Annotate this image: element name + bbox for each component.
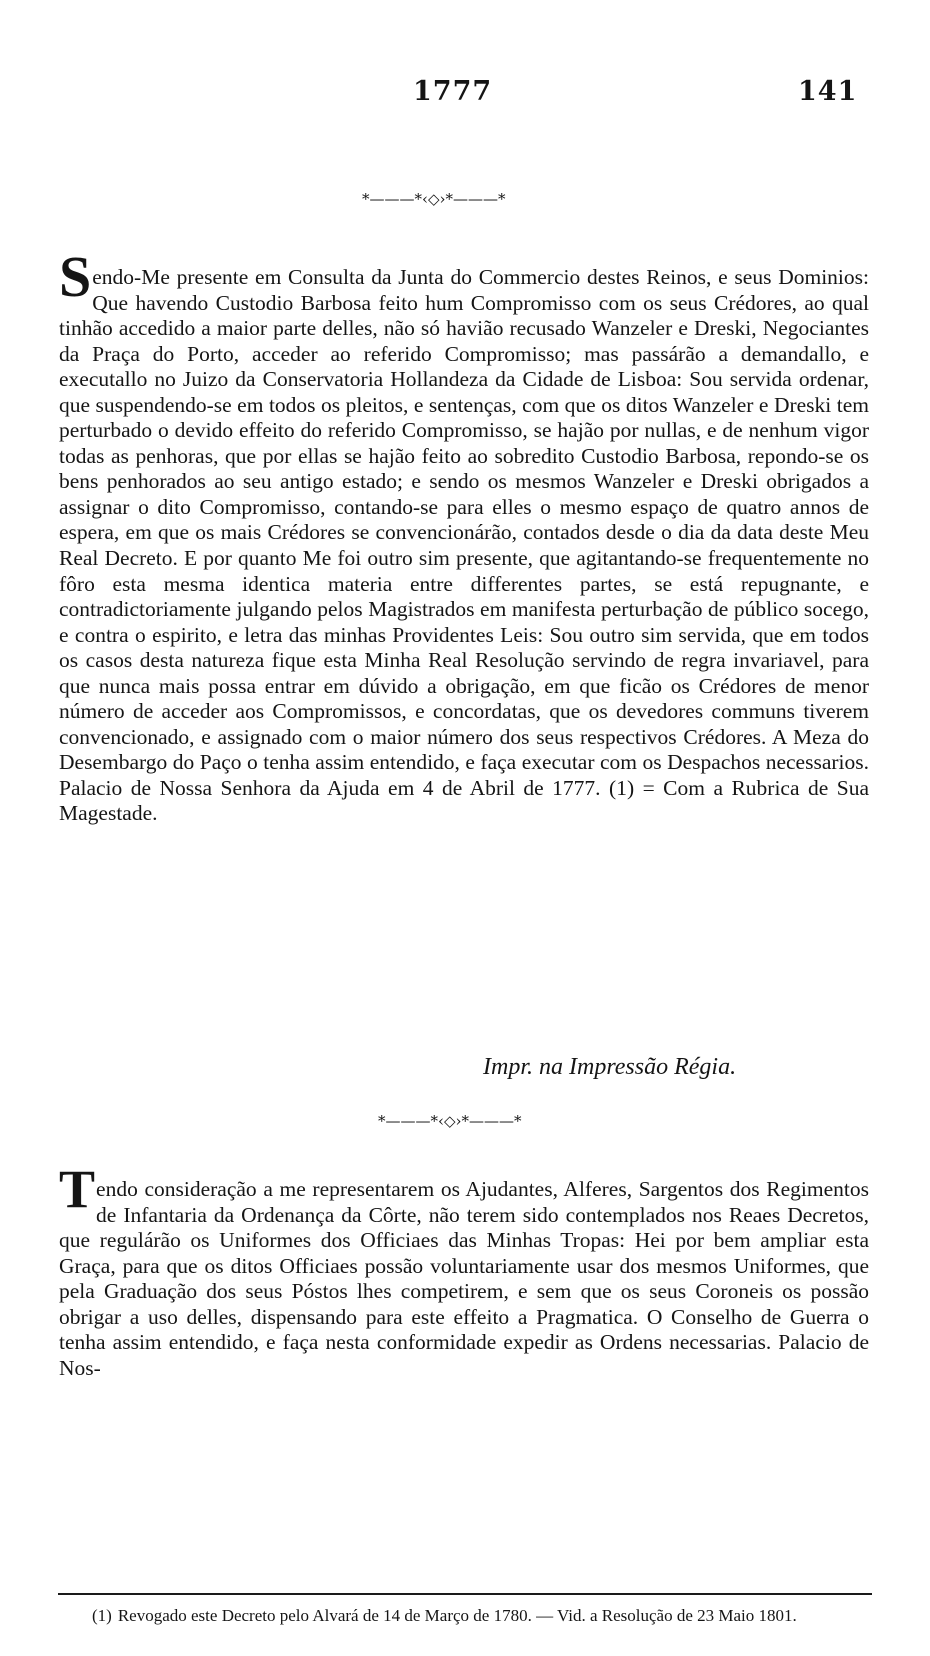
drop-cap-initial: S	[59, 244, 92, 309]
decree-text: endo-Me presente em Consulta da Junta do Commercio destes Reinos, e seus Dominios: Que havendo Custodio Barbosa feito hum Compromisso com os seus Crédores, ao qual tinhão accedido a maior parte delles, não só havião recusado Wanzeler e Dreski, Negociantes da Praça do Porto, acceder ao referido Compromisso; mas passárão a demandallo, e executallo no Juizo da Conservatoria Hollandeza da Cidade de Lisboa: Sou servida ordenar, que suspendendo-se em todos os pleitos, e sentenças, com que os ditos Wanzeler e Dreski tem perturbado o devido effeito do referido Compromisso, se hajão por nullas, e de nenhum vigor todas as penhoras, que por ellas se hajão feito ao sobredito Custodio Barbosa, repondo-se os bens penhorados ao seu antigo estado; e sendo os mesmos Wanzeler e Dreski obrigados a assignar o dito Compromisso, contando-se para elles o mesmo espaço de quatro annos de espera, em que os mais Crédores se convencionárão, contados desde o dia da data deste Meu Real Decreto. E por quanto Me foi outro sim presente, que agitantando-se frequentemente no fôro esta mesma identica materia entre differentes partes, se está repugnante, e contradictoriamente julgando pelos Magistrados em manifesta perturbação de público socego, e contra o espirito, e letra das minhas Providentes Leis: Sou outro sim servida, que em todos os casos desta natureza fique esta Minha Real Resolução servindo de regra invariavel, para que nunca mais possa entrar em dúvido a obrigação, em que ficão os Crédores de menor número de acceder aos Compromissos, e concordatas, que os devedores communs tiverem convencionado, e assignado com o maior número dos seus respectivos Crédores. A Meza do Desembargo do Paço o tenha assim entendido, e faça executar com os Despachos necessarios. Palacio de Nossa Senhora da Ajuda em 4 de Abril de 1777. (1) = Com a Rubrica de Sua Magestade.	[59, 265, 869, 826]
footnote-divider	[58, 1593, 872, 1595]
footnote-text: Revogado este Decreto pelo Alvará de 14 de Março de 1780. — Vid. a Resolução de 23 Maio 1801.	[117, 1606, 797, 1625]
section-ornament: *———*‹◇›*———*	[362, 190, 506, 208]
decree-paragraph-1	[59, 244, 869, 827]
imprint-line: Impr. na Impressão Régia.	[483, 1054, 737, 1080]
page-number: 141	[798, 76, 858, 107]
decree-text: endo consideração a me representarem os Ajudantes, Alferes, Sargentos dos Regimentos de Infantaria da Ordenança da Côrte, não terem sido contemplados nos Reaes Decretos, que regulárão os Uniformes dos Officiaes das Minhas Tropas: Hei por bem ampliar esta Graça, para que os ditos Officiaes possão voluntariamente usar dos mesmos Uniformes, que pela Graduação dos seus Póstos lhes competirem, e sem que os seus Coroneis os possão obrigar a uso delles, dispensando para este effeito a Pragmatica. O Conselho de Guerra o tenha assim entendido, e faça nesta conformidade expedir as Ordens necessarias. Palacio de Nos-	[59, 1177, 869, 1380]
drop-cap-initial: T	[59, 1159, 96, 1219]
footnote	[58, 1606, 872, 1625]
section-ornament: *———*‹◇›*———*	[378, 1112, 522, 1130]
running-header-year: 1777	[413, 76, 493, 107]
footnote-marker: (1)	[92, 1606, 112, 1625]
decree-paragraph-2	[59, 1159, 869, 1381]
